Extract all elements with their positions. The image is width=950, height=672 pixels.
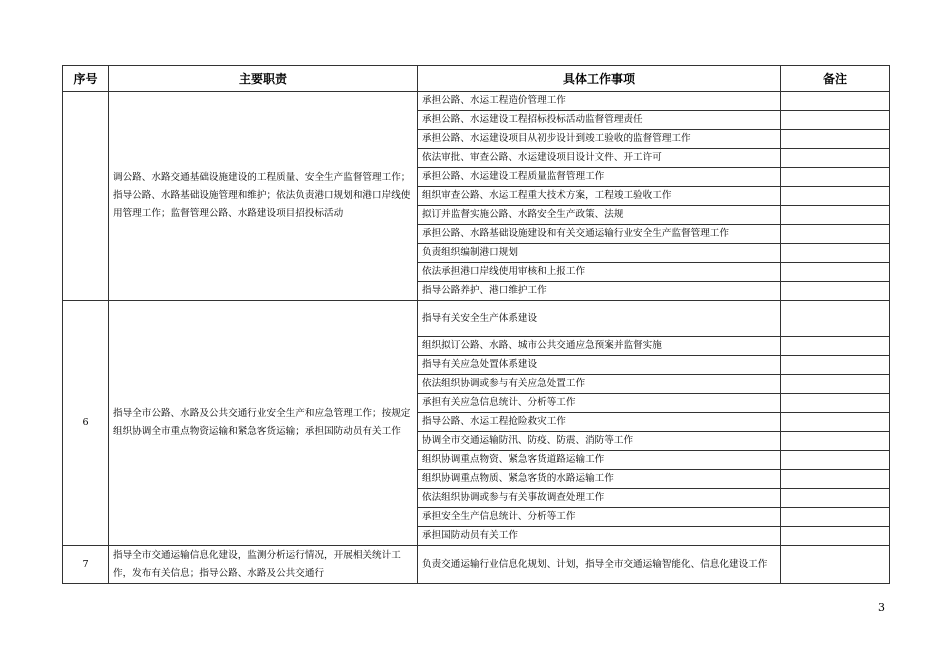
task-cell: 承担公路、水运建设工程质量监督管理工作 [418, 168, 781, 187]
task-cell: 依法审批、审查公路、水运建设项目设计文件、开工许可 [418, 149, 781, 168]
task-cell: 承担公路、水运建设项目从初步设计到竣工验收的监督管理工作 [418, 130, 781, 149]
duty-table [62, 65, 890, 584]
task-cell: 承担安全生产信息统计、分析等工作 [418, 508, 781, 527]
note-cell [781, 356, 890, 375]
note-cell [781, 546, 890, 584]
header-task: 具体工作事项 [418, 66, 781, 92]
note-cell [781, 263, 890, 282]
seq-cell [63, 92, 109, 301]
note-cell [781, 508, 890, 527]
task-cell: 承担公路、水路基础设施建设和有关交通运输行业安全生产监督管理工作 [418, 225, 781, 244]
task-cell: 组织拟订公路、水路、城市公共交通应急预案并监督实施 [418, 337, 781, 356]
duty-cell: 调公路、水路交通基础设施建设的工程质量、安全生产监督管理工作；指导公路、水路基础设施管理和维护；依法负责港口规划和港口岸线使用管理工作；监督管理公路、水路建设项目招投标活动 [109, 92, 418, 301]
task-cell: 承担公路、水运工程造价管理工作 [418, 92, 781, 111]
task-cell: 协调全市交通运输防汛、防疫、防震、消防等工作 [418, 432, 781, 451]
note-cell [781, 301, 890, 337]
header-duty: 主要职责 [109, 66, 418, 92]
header-seq: 序号 [63, 66, 109, 92]
note-cell [781, 394, 890, 413]
note-cell [781, 432, 890, 451]
task-cell: 依法组织协调或参与有关应急处置工作 [418, 375, 781, 394]
seq-cell: 6 [63, 301, 109, 546]
note-cell [781, 187, 890, 206]
header-note: 备注 [781, 66, 890, 92]
note-cell [781, 527, 890, 546]
table-body [63, 92, 890, 584]
note-cell [781, 337, 890, 356]
task-cell: 组织审查公路、水运工程重大技术方案，工程竣工验收工作 [418, 187, 781, 206]
seq-cell: 7 [63, 546, 109, 584]
task-cell: 拟订并监督实施公路、水路安全生产政策、法规 [418, 206, 781, 225]
task-cell: 负责组织编制港口规划 [418, 244, 781, 263]
note-cell [781, 225, 890, 244]
note-cell [781, 451, 890, 470]
task-cell: 指导有关安全生产体系建设 [418, 301, 781, 337]
note-cell [781, 92, 890, 111]
task-cell: 组织协调重点物资、紧急客货道路运输工作 [418, 451, 781, 470]
note-cell [781, 130, 890, 149]
task-cell: 承担有关应急信息统计、分析等工作 [418, 394, 781, 413]
task-cell: 承担国防动员有关工作 [418, 527, 781, 546]
table-row [63, 301, 890, 337]
page-number: 3 [878, 601, 885, 614]
note-cell [781, 206, 890, 225]
task-cell: 依法承担港口岸线使用审核和上报工作 [418, 263, 781, 282]
header-row [63, 66, 890, 92]
task-cell: 负责交通运输行业信息化规划、计划，指导全市交通运输智能化、信息化建设工作 [418, 546, 781, 584]
note-cell [781, 470, 890, 489]
note-cell [781, 375, 890, 394]
table-row [63, 546, 890, 584]
note-cell [781, 149, 890, 168]
duty-cell: 指导全市交通运输信息化建设，监测分析运行情况，开展相关统计工作，发布有关信息；指导公路、水路及公共交通行 [109, 546, 418, 584]
note-cell [781, 244, 890, 263]
duty-cell: 指导全市公路、水路及公共交通行业安全生产和应急管理工作；按规定组织协调全市重点物资运输和紧急客货运输；承担国防动员有关工作 [109, 301, 418, 546]
task-cell: 依法组织协调或参与有关事故调查处理工作 [418, 489, 781, 508]
task-cell: 组织协调重点物质、紧急客货的水路运输工作 [418, 470, 781, 489]
note-cell [781, 413, 890, 432]
note-cell [781, 168, 890, 187]
note-cell [781, 282, 890, 301]
task-cell: 承担公路、水运建设工程招标投标活动监督管理责任 [418, 111, 781, 130]
task-cell: 指导公路养护、港口维护工作 [418, 282, 781, 301]
task-cell: 指导有关应急处置体系建设 [418, 356, 781, 375]
task-cell: 指导公路、水运工程抢险救灾工作 [418, 413, 781, 432]
note-cell [781, 111, 890, 130]
note-cell [781, 489, 890, 508]
table-row [63, 92, 890, 111]
